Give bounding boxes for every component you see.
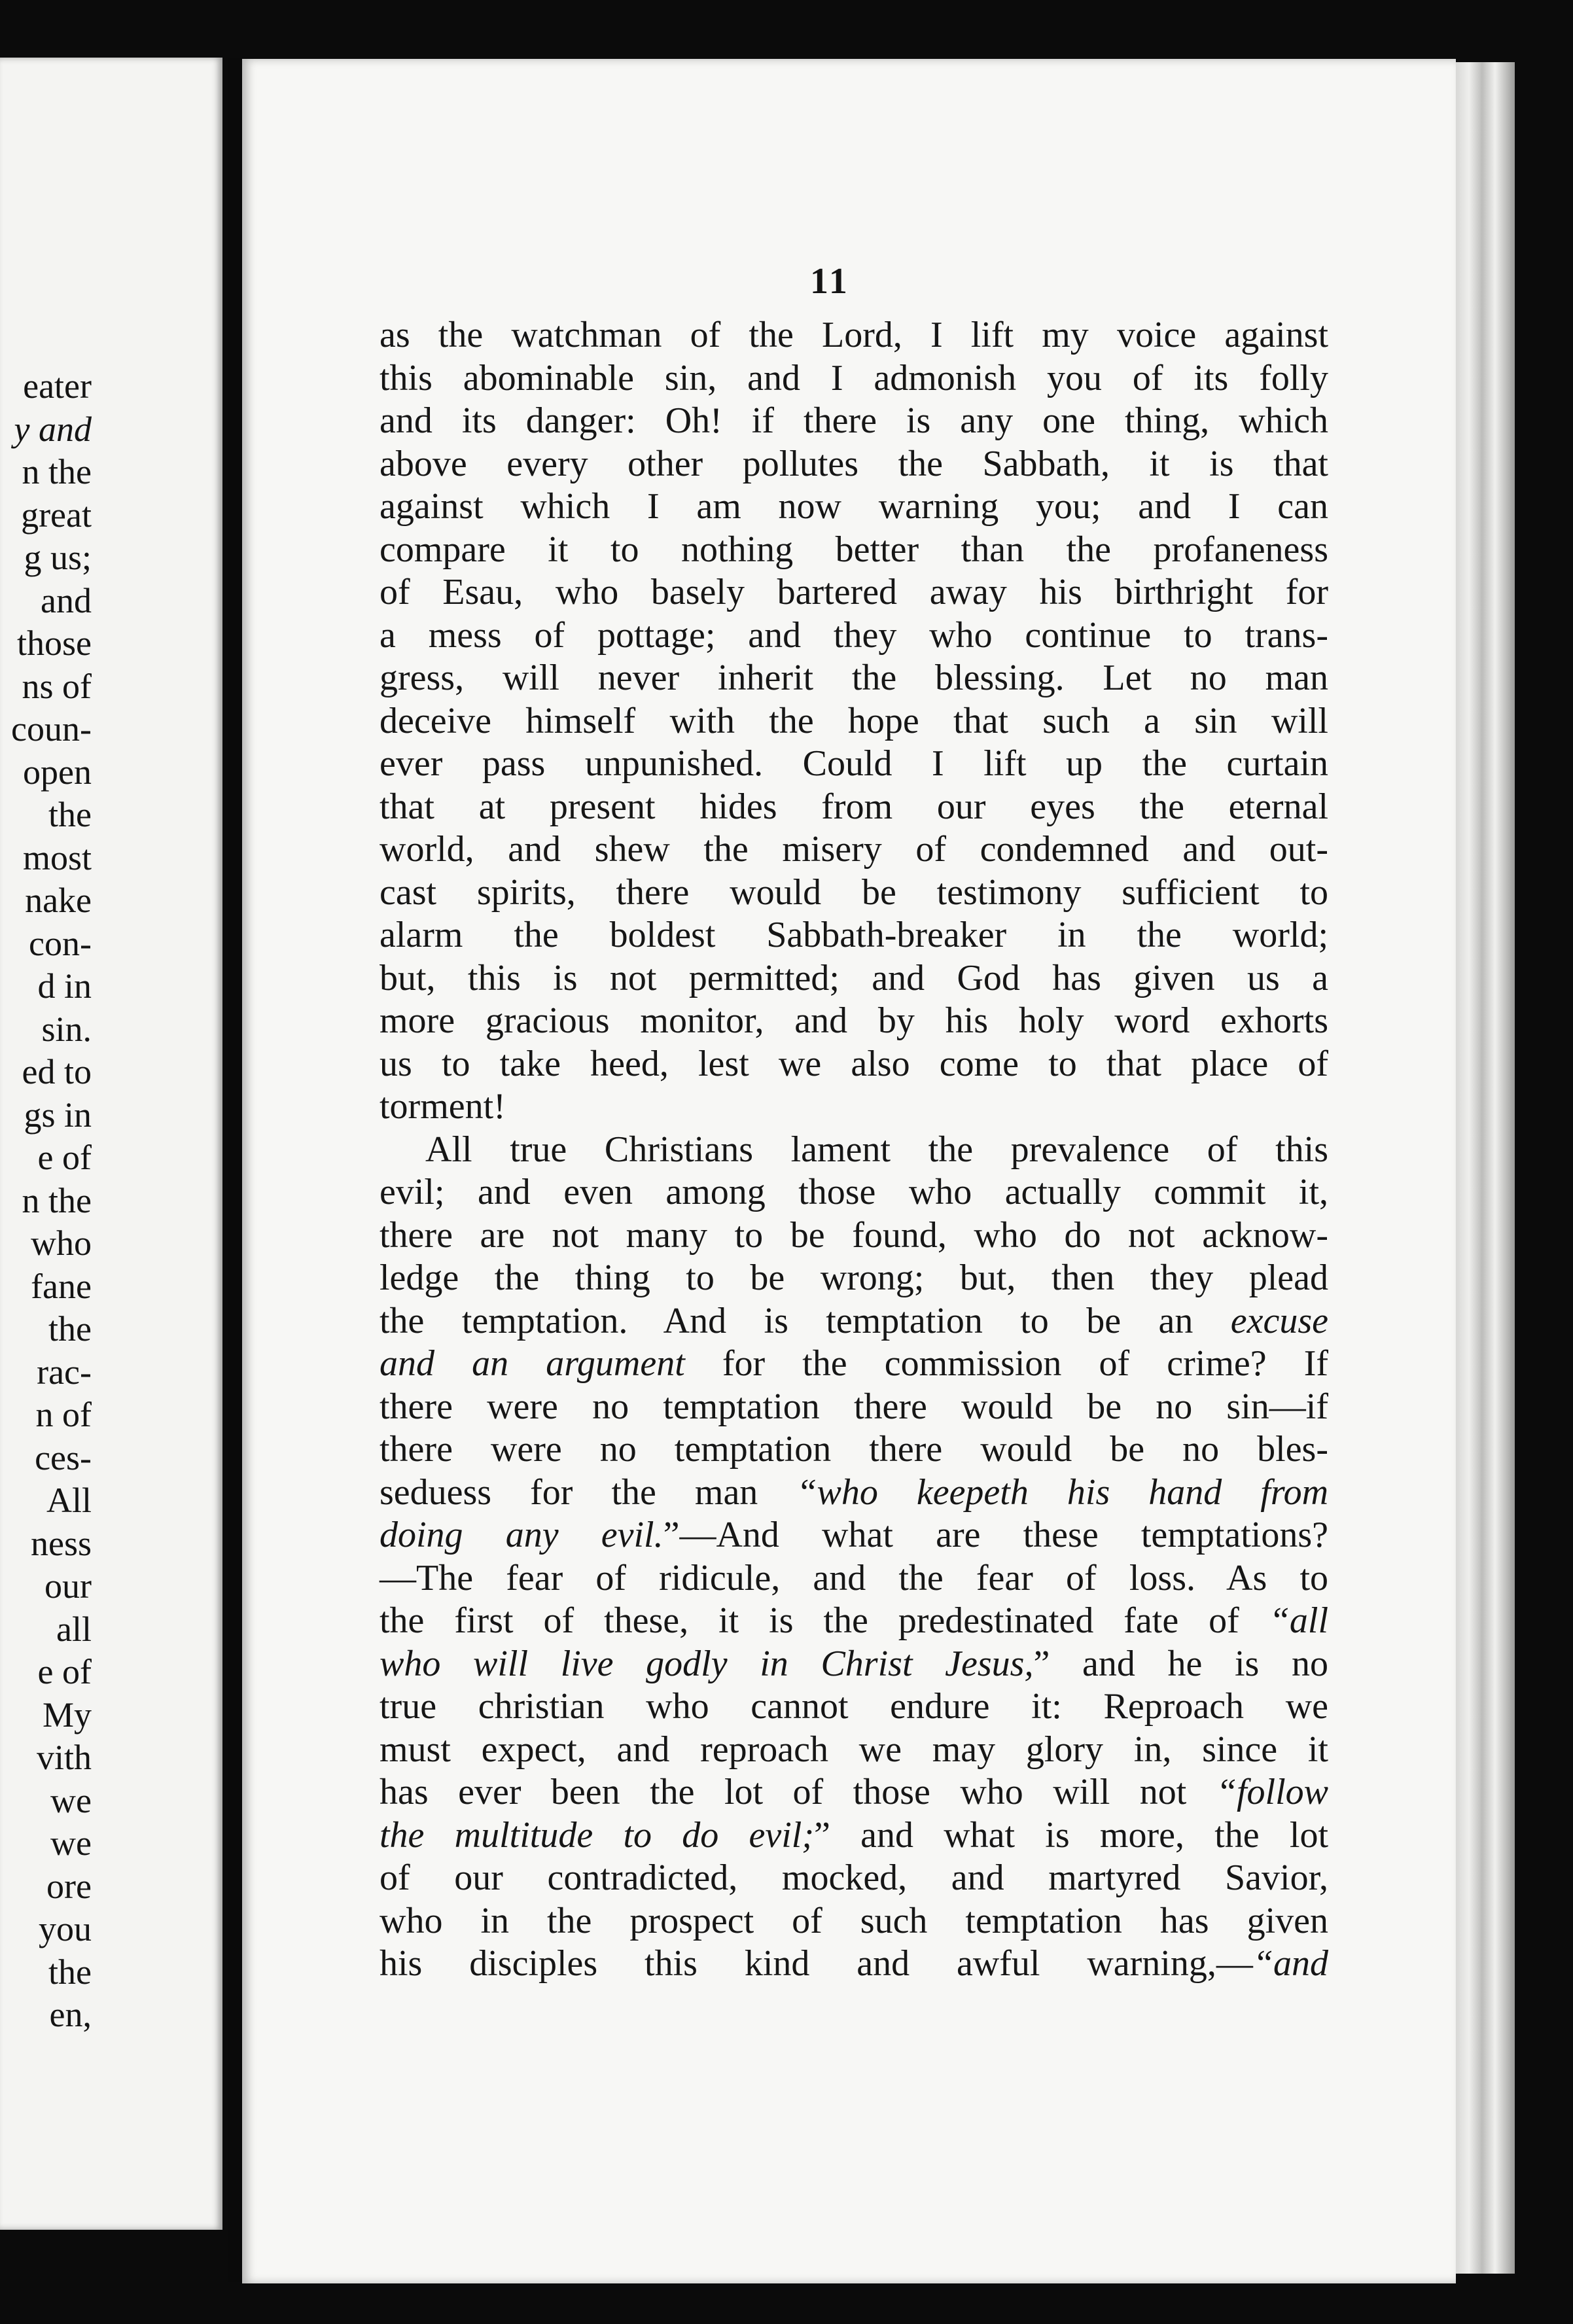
text-line: evil; and even among those who actually commit it, (380, 1172, 1328, 1212)
text-line: of Esau, who basely bartered away his birthright for (380, 572, 1328, 612)
text-run: his disciples this kind and awful warning,— (380, 1943, 1253, 1984)
text-line: there were no temptation there would be no sin—if (380, 1386, 1328, 1427)
text-run: for the commission of crime? If (684, 1343, 1328, 1384)
left-fragment: the (48, 1309, 92, 1348)
left-fragment: coun- (11, 709, 92, 748)
text-line: above every other pollutes the Sabbath, it is that (380, 443, 1328, 484)
left-fragment: you (39, 1909, 92, 1948)
text-run: the temptation. And is temptation to be an (380, 1300, 1231, 1341)
text-run: ” and he is no (1033, 1643, 1329, 1684)
left-fragment: who (31, 1224, 92, 1263)
text-line: of our contradicted, mocked, and martyred Savior, (380, 1857, 1328, 1898)
left-fragment: our (44, 1566, 92, 1606)
text-line: against which I am now warning you; and I can (380, 486, 1328, 527)
left-fragment: e of (37, 1652, 92, 1691)
left-fragment: y and (14, 409, 92, 449)
left-fragment: gs in (24, 1095, 92, 1135)
left-fragment: n the (22, 1180, 92, 1220)
left-fragment: All (46, 1481, 92, 1520)
left-fragment: ns of (22, 666, 92, 706)
text-line: us to take heed, lest we also come to that place of (380, 1043, 1328, 1084)
left-fragment: e of (37, 1138, 92, 1177)
text-line: true christian who cannot endure it: Reproach we (380, 1686, 1328, 1727)
left-fragment: we (50, 1780, 92, 1820)
left-page (0, 58, 222, 2230)
left-fragment: all (56, 1609, 92, 1649)
text-run: ” and what is more, the lot (813, 1814, 1328, 1856)
text-line (380, 1771, 1328, 1814)
text-line: as the watchman of the Lord, I lift my voice against (380, 315, 1328, 355)
text-run: ”—And what are these temptations? (663, 1515, 1328, 1555)
text-line: this abominable sin, and I admonish you of its folly (380, 357, 1328, 398)
italic-run: excuse (1230, 1300, 1328, 1341)
italic-run: “who keepeth his hand from (796, 1471, 1329, 1513)
text-line (380, 1814, 1328, 1857)
left-fragment: en, (49, 1995, 92, 2034)
text-line (380, 1514, 1328, 1557)
left-fragment: con- (29, 923, 92, 963)
italic-run: the multitude to do evil; (380, 1814, 814, 1856)
left-fragment: n the (22, 452, 92, 491)
text-line: there were no temptation there would be no bles- (380, 1429, 1328, 1470)
text-run: has ever been the lot of those who will not (380, 1772, 1216, 1812)
text-line: ledge the thing to be wrong; but, then they plead (380, 1258, 1328, 1298)
left-fragment: d in (37, 966, 92, 1006)
left-fragment: sin. (41, 1009, 92, 1049)
left-fragment: My (42, 1695, 92, 1734)
italic-run: “all (1269, 1600, 1328, 1641)
text-run: seduess for the man (380, 1471, 797, 1513)
text-line: but, this is not permitted; and God has given us a (380, 957, 1328, 998)
text-run: the first of these, it is the predestinated fate of (380, 1600, 1269, 1641)
text-line (380, 1643, 1328, 1686)
left-fragment: vith (36, 1738, 92, 1777)
text-line: world, and shew the misery of condemned and out- (380, 829, 1328, 870)
text-line (380, 1600, 1328, 1643)
italic-run: doing any evil. (380, 1515, 663, 1555)
text-line: All true Christians lament the prevalence of this (425, 1129, 1328, 1170)
left-fragment: open (23, 752, 92, 792)
text-line (380, 1471, 1328, 1515)
body-text (380, 314, 1328, 1986)
left-fragment: g us; (24, 538, 92, 577)
text-line: who in the prospect of such temptation has given (380, 1900, 1328, 1941)
italic-run: “follow (1216, 1772, 1328, 1812)
left-fragment: ces- (35, 1437, 92, 1477)
text-line: —The fear of ridicule, and the fear of loss. As to (380, 1557, 1328, 1598)
left-fragment: those (17, 624, 92, 663)
left-fragment: the (48, 1952, 92, 1992)
left-fragment: nake (25, 881, 92, 920)
left-fragment: ed to (22, 1052, 92, 1091)
left-fragment: ore (46, 1866, 92, 1906)
text-line: must expect, and reproach we may glory in, since it (380, 1729, 1328, 1770)
text-line: a mess of pottage; and they who continue to trans- (380, 614, 1328, 656)
left-fragment: we (50, 1823, 92, 1863)
left-fragment: most (22, 837, 92, 877)
italic-run: “and (1252, 1943, 1328, 1984)
italic-run: and an argument (380, 1343, 685, 1384)
left-fragment: the (48, 795, 92, 834)
page-number: 11 (810, 261, 850, 302)
text-line: compare it to nothing better than the profaneness (380, 529, 1328, 570)
text-line: there are not many to be found, who do not acknow- (380, 1214, 1328, 1256)
left-fragment: rac- (37, 1352, 92, 1392)
text-line: torment! (380, 1086, 506, 1127)
page-edge (1456, 62, 1515, 2274)
book-gutter (228, 58, 241, 2282)
text-line (380, 1300, 1328, 1343)
left-fragment: great (21, 495, 92, 535)
left-fragment: eater (23, 366, 92, 406)
text-line: more gracious monitor, and by his holy word exhorts (380, 1000, 1328, 1041)
left-fragment: and (41, 580, 92, 620)
text-line (380, 1343, 1328, 1386)
text-line: and its danger: Oh! if there is any one thing, which (380, 400, 1328, 441)
text-line (380, 1943, 1328, 1986)
italic-run: who will live godly in Christ Jesus, (380, 1643, 1034, 1684)
text-line: alarm the boldest Sabbath-breaker in the world; (380, 915, 1328, 955)
text-line: that at present hides from our eyes the eternal (380, 786, 1328, 827)
left-page-text-fragments (0, 365, 92, 2037)
text-line: cast spirits, there would be testimony sufficient to (380, 872, 1328, 913)
left-fragment: fane (31, 1266, 92, 1306)
left-fragment: n of (35, 1395, 92, 1434)
text-line: deceive himself with the hope that such a sin will (380, 700, 1328, 741)
text-line: gress, will never inherit the blessing. Let no man (380, 658, 1328, 698)
left-fragment: ness (31, 1523, 92, 1563)
text-line: ever pass unpunished. Could I lift up the curtain (380, 743, 1328, 784)
